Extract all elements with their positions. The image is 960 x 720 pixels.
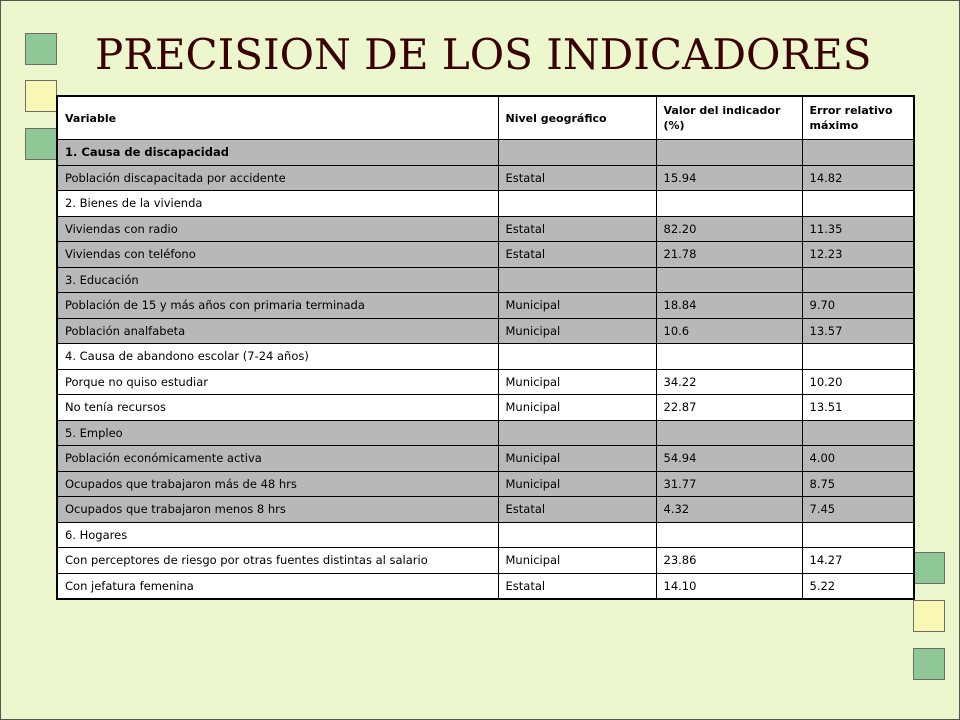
header-variable: Variable [57, 96, 498, 140]
cell-nivel [498, 267, 656, 293]
cell-valor: 23.86 [656, 548, 802, 574]
cell-nivel: Municipal [498, 395, 656, 421]
cell-variable: Viviendas con radio [57, 216, 498, 242]
cell-valor: 10.6 [656, 318, 802, 344]
cell-variable: No tenía recursos [57, 395, 498, 421]
cell-valor [656, 522, 802, 548]
green-square-decoration [913, 552, 945, 584]
section-row [57, 522, 914, 548]
cell-error [802, 344, 914, 370]
cell-valor: 14.10 [656, 573, 802, 599]
table-row [57, 242, 914, 268]
cell-valor: 34.22 [656, 369, 802, 395]
cell-error [802, 191, 914, 217]
cell-variable: 6. Hogares [57, 522, 498, 548]
cell-nivel [498, 191, 656, 217]
cell-variable: Ocupados que trabajaron menos 8 hrs [57, 497, 498, 523]
cell-nivel: Municipal [498, 369, 656, 395]
yellow-square-decoration [913, 600, 945, 632]
green-square-decoration [25, 128, 57, 160]
table-header-row [57, 96, 914, 140]
table-row [57, 548, 914, 574]
cell-error: 9.70 [802, 293, 914, 319]
cell-error: 13.57 [802, 318, 914, 344]
cell-error: 10.20 [802, 369, 914, 395]
cell-valor: 82.20 [656, 216, 802, 242]
cell-nivel: Estatal [498, 573, 656, 599]
cell-valor [656, 191, 802, 217]
cell-variable: Población discapacitada por accidente [57, 165, 498, 191]
cell-nivel: Municipal [498, 293, 656, 319]
cell-valor: 31.77 [656, 471, 802, 497]
section-row [57, 420, 914, 446]
yellow-square-decoration [25, 80, 57, 112]
cell-error: 12.23 [802, 242, 914, 268]
cell-valor [656, 267, 802, 293]
cell-nivel: Estatal [498, 216, 656, 242]
section-row [57, 344, 914, 370]
cell-error: 7.45 [802, 497, 914, 523]
cell-error [802, 420, 914, 446]
cell-variable: Viviendas con teléfono [57, 242, 498, 268]
page-title: PRECISION DE LOS INDICADORES [95, 30, 872, 79]
green-square-decoration [913, 648, 945, 680]
table-row [57, 471, 914, 497]
cell-variable: 5. Empleo [57, 420, 498, 446]
cell-error: 13.51 [802, 395, 914, 421]
cell-nivel: Estatal [498, 165, 656, 191]
cell-nivel: Estatal [498, 497, 656, 523]
cell-nivel: Municipal [498, 471, 656, 497]
cell-nivel: Municipal [498, 548, 656, 574]
cell-nivel [498, 420, 656, 446]
cell-error: 11.35 [802, 216, 914, 242]
cell-nivel [498, 344, 656, 370]
header-nivel-geografico: Nivel geográfico [498, 96, 656, 140]
cell-valor: 4.32 [656, 497, 802, 523]
cell-variable: Porque no quiso estudiar [57, 369, 498, 395]
cell-error: 4.00 [802, 446, 914, 472]
cell-variable: Ocupados que trabajaron más de 48 hrs [57, 471, 498, 497]
cell-variable: 3. Educación [57, 267, 498, 293]
table-row [57, 369, 914, 395]
cell-valor: 54.94 [656, 446, 802, 472]
cell-variable: 2. Bienes de la vivienda [57, 191, 498, 217]
cell-variable: 4. Causa de abandono escolar (7-24 años) [57, 344, 498, 370]
cell-nivel [498, 140, 656, 166]
cell-error: 14.27 [802, 548, 914, 574]
cell-nivel: Municipal [498, 318, 656, 344]
indicators-table [56, 95, 915, 600]
table-row [57, 395, 914, 421]
header-error-relativo: Error relativo máximo [802, 96, 914, 140]
cell-variable: Población de 15 y más años con primaria terminada [57, 293, 498, 319]
section-row [57, 267, 914, 293]
cell-variable: Con perceptores de riesgo por otras fuentes distintas al salario [57, 548, 498, 574]
cell-error: 8.75 [802, 471, 914, 497]
cell-variable: Población analfabeta [57, 318, 498, 344]
cell-nivel: Municipal [498, 446, 656, 472]
table-row [57, 216, 914, 242]
section-row [57, 191, 914, 217]
green-square-decoration [25, 33, 57, 65]
table-row [57, 497, 914, 523]
cell-valor: 15.94 [656, 165, 802, 191]
cell-valor [656, 344, 802, 370]
cell-valor: 21.78 [656, 242, 802, 268]
cell-error: 14.82 [802, 165, 914, 191]
cell-nivel: Estatal [498, 242, 656, 268]
cell-valor: 22.87 [656, 395, 802, 421]
table-row [57, 573, 914, 599]
table-row [57, 318, 914, 344]
cell-valor: 18.84 [656, 293, 802, 319]
section-row [57, 140, 914, 166]
table-row [57, 165, 914, 191]
cell-error: 5.22 [802, 573, 914, 599]
cell-error [802, 267, 914, 293]
header-valor-indicador: Valor del indicador (%) [656, 96, 802, 140]
cell-valor [656, 420, 802, 446]
cell-variable: Población económicamente activa [57, 446, 498, 472]
table-row [57, 446, 914, 472]
cell-error [802, 522, 914, 548]
table-row [57, 293, 914, 319]
cell-valor [656, 140, 802, 166]
cell-error [802, 140, 914, 166]
cell-nivel [498, 522, 656, 548]
cell-variable: Con jefatura femenina [57, 573, 498, 599]
cell-variable: 1. Causa de discapacidad [57, 140, 498, 166]
